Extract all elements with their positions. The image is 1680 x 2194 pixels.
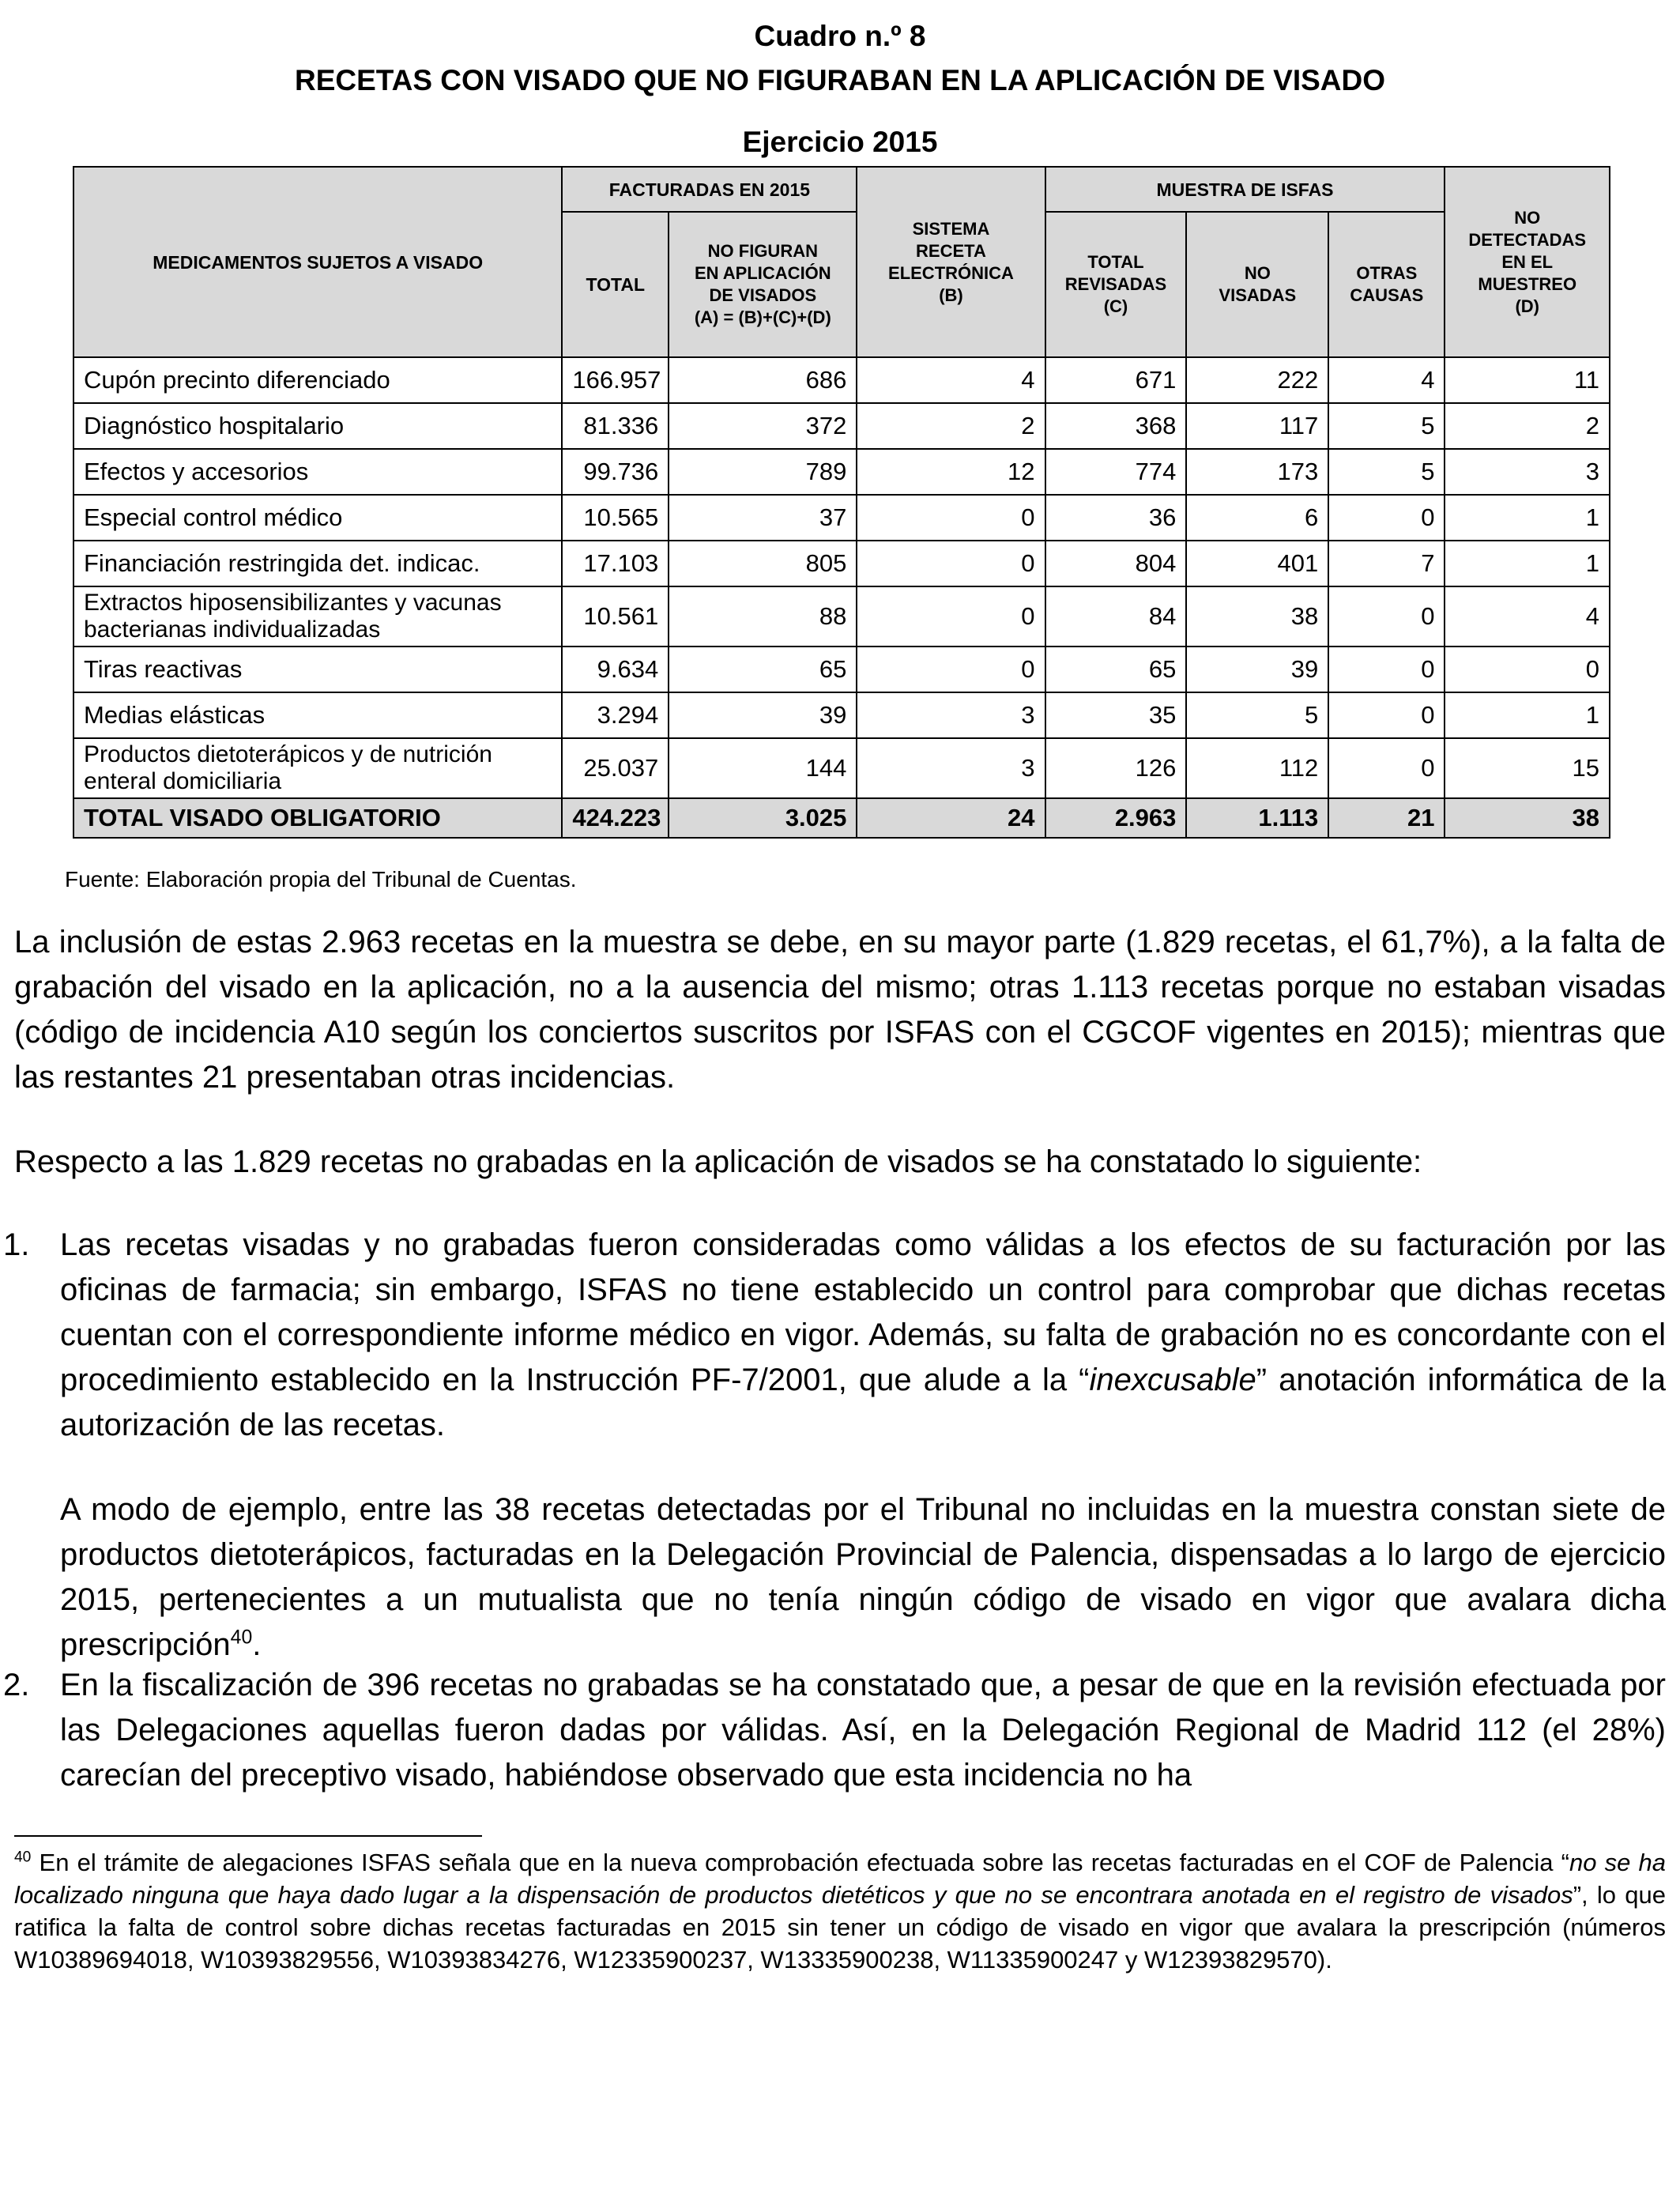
cell-no-figuran: 3.025 bbox=[669, 798, 857, 838]
cell-otras-causas: 0 bbox=[1328, 647, 1445, 692]
cell-no-visadas: 38 bbox=[1186, 586, 1328, 647]
visado-table bbox=[73, 166, 1610, 839]
header-muestra-group: MUESTRA DE ISFAS bbox=[1045, 167, 1445, 212]
cell-no-detectadas: 4 bbox=[1445, 586, 1610, 647]
cell-otras-causas: 4 bbox=[1328, 357, 1445, 403]
header-medicamentos: MEDICAMENTOS SUJETOS A VISADO bbox=[73, 167, 562, 357]
table-total-row bbox=[73, 798, 1610, 838]
footnote-reference[interactable]: 40 bbox=[230, 1627, 253, 1649]
cell-no-figuran: 37 bbox=[669, 495, 857, 541]
cell-no-detectadas: 1 bbox=[1445, 541, 1610, 586]
cell-otras-causas: 0 bbox=[1328, 586, 1445, 647]
table-source: Fuente: Elaboración propia del Tribunal de Cuentas. bbox=[65, 867, 577, 892]
header-no-detectadas: NO DETECTADAS EN EL MUESTREO (D) bbox=[1445, 167, 1610, 357]
cell-total: 25.037 bbox=[562, 738, 669, 798]
row-name: Especial control médico bbox=[73, 495, 562, 541]
cell-total: 17.103 bbox=[562, 541, 669, 586]
list-item: Las recetas visadas y no grabadas fueron consideradas como válidas a los efectos de su facturación por las oficinas de farmacia; sin embargo, ISFAS no tiene establecido un control para comprobar que dichas recetas cuentan con el correspondiente informe médico en vigor. Además, su falta de grabación no es concordante con el procedimiento establecido en la Instrucción PF-7/2001, que alude a la “inexcusable” anotación informática de la autorización de las recetas. bbox=[60, 1227, 1666, 1442]
cell-no-detectadas: 1 bbox=[1445, 692, 1610, 738]
list-item-paragraph: A modo de ejemplo, entre las 38 recetas detectadas por el Tribunal no incluidas en la muestra constan siete de productos dietoterápicos, facturadas en la Delegación Provincial de Palencia, dispensadas a lo largo de ejercicio 2015, pertenecientes a un mutualista que no tenía ningún código de visado en vigor que avalara dicha prescripción$^{40}$. bbox=[60, 1492, 1666, 1662]
cell-total: 3.294 bbox=[562, 692, 669, 738]
list-number: 2. bbox=[3, 1668, 30, 1702]
cell-no-figuran: 789 bbox=[669, 449, 857, 495]
row-name: Financiación restringida det. indicac. bbox=[73, 541, 562, 586]
cell-no-visadas: 112 bbox=[1186, 738, 1328, 798]
table-row bbox=[73, 738, 1610, 798]
cell-sistema: 0 bbox=[857, 541, 1045, 586]
cell-total-revisadas: 126 bbox=[1045, 738, 1187, 798]
cell-sistema: 0 bbox=[857, 495, 1045, 541]
cell-sistema: 0 bbox=[857, 586, 1045, 647]
header-no-visadas: NO VISADAS bbox=[1186, 212, 1328, 357]
row-name: Cupón precinto diferenciado bbox=[73, 357, 562, 403]
cell-no-detectadas: 11 bbox=[1445, 357, 1610, 403]
row-name: Productos dietoterápicos y de nutrición enteral domiciliaria bbox=[73, 738, 562, 798]
cell-no-visadas: 5 bbox=[1186, 692, 1328, 738]
cell-no-figuran: 65 bbox=[669, 647, 857, 692]
row-name: Medias elásticas bbox=[73, 692, 562, 738]
table-row bbox=[73, 586, 1610, 647]
cell-no-visadas: 222 bbox=[1186, 357, 1328, 403]
header-sistema: SISTEMA RECETA ELECTRÓNICA (B) bbox=[857, 167, 1045, 357]
cell-no-detectadas: 15 bbox=[1445, 738, 1610, 798]
cell-no-detectadas: 2 bbox=[1445, 403, 1610, 449]
header-total: TOTAL bbox=[562, 212, 669, 357]
cell-otras-causas: 0 bbox=[1328, 495, 1445, 541]
cell-otras-causas: 7 bbox=[1328, 541, 1445, 586]
table-caption-year: Ejercicio 2015 bbox=[742, 126, 938, 158]
cell-total-revisadas: 65 bbox=[1045, 647, 1187, 692]
cell-no-figuran: 39 bbox=[669, 692, 857, 738]
cell-otras-causas: 5 bbox=[1328, 403, 1445, 449]
header-facturadas-group: FACTURADAS EN 2015 bbox=[562, 167, 857, 212]
list-item: En la fiscalización de 396 recetas no grabadas se ha constatado que, a pesar de que en la revisión efectuada por las Delegaciones aquellas fueron dadas por válidas. Así, en la Delegación Regional de Madrid 112 (el 28%) carecían del preceptivo visado, habiéndose observado que esta incidencia no ha bbox=[60, 1668, 1666, 1793]
table-caption-title: RECETAS CON VISADO QUE NO FIGURABAN EN LA APLICACIÓN DE VISADO bbox=[294, 64, 1386, 96]
cell-sistema: 12 bbox=[857, 449, 1045, 495]
cell-no-figuran: 88 bbox=[669, 586, 857, 647]
cell-total-revisadas: 35 bbox=[1045, 692, 1187, 738]
cell-total-revisadas: 804 bbox=[1045, 541, 1187, 586]
cell-no-visadas: 39 bbox=[1186, 647, 1328, 692]
cell-no-figuran: 805 bbox=[669, 541, 857, 586]
cell-total-revisadas: 36 bbox=[1045, 495, 1187, 541]
cell-no-figuran: 372 bbox=[669, 403, 857, 449]
cell-total: 9.634 bbox=[562, 647, 669, 692]
cell-sistema: 0 bbox=[857, 647, 1045, 692]
body-paragraph: Respecto a las 1.829 recetas no grabadas en la aplicación de visados se ha constatado lo siguiente: bbox=[14, 1144, 1422, 1179]
cell-total-revisadas: 84 bbox=[1045, 586, 1187, 647]
table-row bbox=[73, 449, 1610, 495]
cell-no-visadas: 401 bbox=[1186, 541, 1328, 586]
table-row bbox=[73, 403, 1610, 449]
table-row bbox=[73, 541, 1610, 586]
cell-sistema: 3 bbox=[857, 692, 1045, 738]
cell-otras-causas: 5 bbox=[1328, 449, 1445, 495]
footnote-mark: 40 bbox=[14, 1849, 32, 1866]
cell-sistema: 2 bbox=[857, 403, 1045, 449]
cell-total: 10.561 bbox=[562, 586, 669, 647]
cell-total: 424.223 bbox=[562, 798, 669, 838]
table-row bbox=[73, 647, 1610, 692]
header-no-figuran: NO FIGURAN EN APLICACIÓN DE VISADOS (A) = (B)+(C)+(D) bbox=[669, 212, 857, 357]
cell-no-figuran: 686 bbox=[669, 357, 857, 403]
cell-total: 10.565 bbox=[562, 495, 669, 541]
cell-no-figuran: 144 bbox=[669, 738, 857, 798]
row-name: Extractos hiposensibilizantes y vacunas bacterianas individualizadas bbox=[73, 586, 562, 647]
cell-no-detectadas: 38 bbox=[1445, 798, 1610, 838]
cell-no-visadas: 6 bbox=[1186, 495, 1328, 541]
cell-otras-causas: 21 bbox=[1328, 798, 1445, 838]
cell-no-visadas: 173 bbox=[1186, 449, 1328, 495]
cell-no-visadas: 117 bbox=[1186, 403, 1328, 449]
footnote-separator bbox=[14, 1835, 482, 1837]
cell-total: 99.736 bbox=[562, 449, 669, 495]
row-name: Tiras reactivas bbox=[73, 647, 562, 692]
cell-no-detectadas: 0 bbox=[1445, 647, 1610, 692]
table-caption-number: Cuadro n.º 8 bbox=[754, 20, 926, 52]
cell-total-revisadas: 774 bbox=[1045, 449, 1187, 495]
cell-no-visadas: 1.113 bbox=[1186, 798, 1328, 838]
body-paragraph: La inclusión de estas 2.963 recetas en la muestra se debe, en su mayor parte (1.829 recetas, el 61,7%), a la falta de grabación del visado en la aplicación, no a la ausencia del mismo; otras 1.113 recetas porque no estaban visadas (código de incidencia A10 según los conciertos suscritos por ISFAS con el CGCOF vigentes en 2015); mientras que las restantes 21 presentaban otras incidencias. bbox=[14, 925, 1666, 1095]
cell-no-detectadas: 3 bbox=[1445, 449, 1610, 495]
cell-otras-causas: 0 bbox=[1328, 738, 1445, 798]
table-row bbox=[73, 692, 1610, 738]
cell-sistema: 24 bbox=[857, 798, 1045, 838]
table-row bbox=[73, 357, 1610, 403]
cell-total: 81.336 bbox=[562, 403, 669, 449]
row-name: Efectos y accesorios bbox=[73, 449, 562, 495]
table-row bbox=[73, 495, 1610, 541]
row-name: Diagnóstico hospitalario bbox=[73, 403, 562, 449]
cell-sistema: 3 bbox=[857, 738, 1045, 798]
total-row-name: TOTAL VISADO OBLIGATORIO bbox=[73, 798, 562, 838]
cell-total-revisadas: 671 bbox=[1045, 357, 1187, 403]
cell-otras-causas: 0 bbox=[1328, 692, 1445, 738]
header-otras-causas: OTRAS CAUSAS bbox=[1328, 212, 1445, 357]
cell-total: 166.957 bbox=[562, 357, 669, 403]
cell-sistema: 4 bbox=[857, 357, 1045, 403]
cell-total-revisadas: 2.963 bbox=[1045, 798, 1187, 838]
header-total-revisadas: TOTAL REVISADAS (C) bbox=[1045, 212, 1187, 357]
cell-no-detectadas: 1 bbox=[1445, 495, 1610, 541]
cell-total-revisadas: 368 bbox=[1045, 403, 1187, 449]
footnote: $^{40}$ En el trámite de alegaciones ISFAS señala que en la nueva comprobación efectuada sobre las recetas facturadas en el COF de Palencia “no se ha localizado ninguna que haya dado lugar a la dispensación de productos dietéticos y que no se encontrara anotada en el registro de visados”, lo que ratifica la falta de control sobre dichas recetas facturadas en 2015 sin tener un código de visado en vigor que avalara la prescripción (números W10389694018, W10393829556, W10393834276, W12335900237, W13335900238, W11335900247 y W12393829570). bbox=[14, 1849, 1666, 1973]
list-number: 1. bbox=[3, 1227, 30, 1262]
